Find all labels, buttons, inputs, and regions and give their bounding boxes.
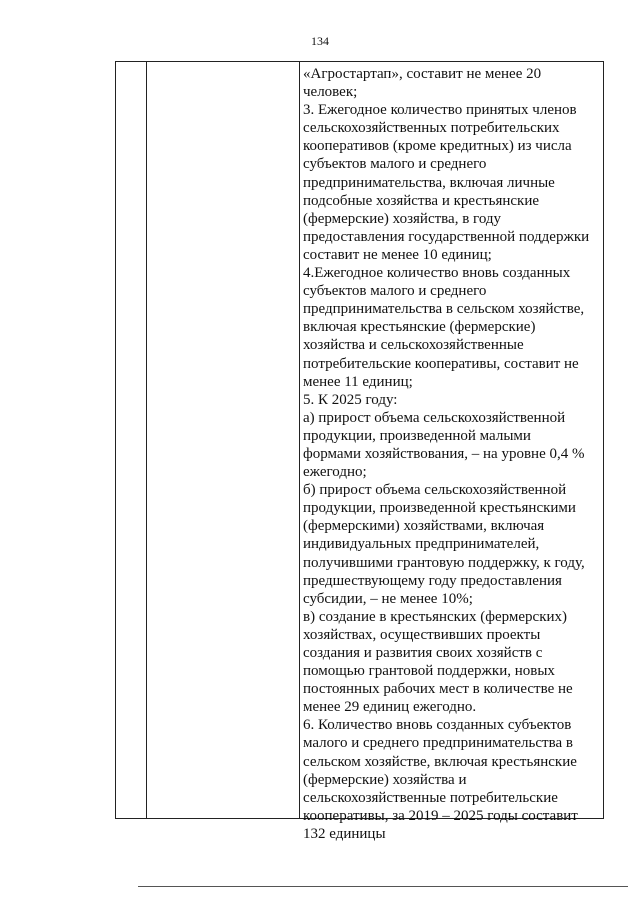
text-line: предпринимательства, включая личные [303, 174, 555, 191]
text-line: постоянных рабочих мест в количестве не [303, 681, 573, 698]
text-line: предоставления государственной поддержки [303, 228, 590, 245]
text-line: сельскохозяйственные потребительские [303, 789, 558, 806]
text-line: формами хозяйствования, – на уровне 0,4 % [303, 445, 585, 462]
text-line: потребительские кооперативы, составит не [303, 355, 579, 372]
text-line: продукции, произведенной крестьянскими [303, 500, 576, 517]
text-line: 4.Ежегодное количество вновь созданных [303, 265, 571, 282]
text-line: кооперативы, за 2019 – 2025 годы составит [303, 807, 578, 824]
column-divider [299, 62, 300, 818]
text-line: менее 11 единиц; [303, 373, 413, 390]
column-divider [146, 62, 147, 818]
text-line: индивидуальных предпринимателей, [303, 536, 540, 553]
text-line: сельскохозяйственных потребительских [303, 120, 560, 137]
indicator-table [115, 61, 604, 842]
text-line: 132 единицы [303, 825, 386, 842]
text-line: (фермерские) хозяйства и [303, 771, 467, 788]
text-line: субъектов малого и среднего [303, 156, 487, 173]
text-line: получившими грантовую поддержку, к году, [303, 554, 585, 571]
text-line: а) прирост объема сельскохозяйственной [303, 409, 566, 426]
text-line: предпринимательства в сельском хозяйстве, [303, 301, 585, 318]
text-line: хозяйства и сельскохозяйственные [303, 337, 524, 354]
text-line: создания и развития своих хозяйств с [303, 645, 543, 661]
text-line: человек; [303, 84, 358, 101]
indicators-cell-text [303, 65, 601, 843]
text-line: подсобные хозяйства и крестьянские [303, 192, 540, 209]
text-line: «Агростартап», составит не менее 20 [303, 66, 542, 82]
text-line: ежегодно; [303, 464, 367, 481]
page-number: 134 [311, 34, 329, 48]
page-bottom-rule [138, 886, 628, 887]
text-line: включая крестьянские (фермерские) [303, 319, 536, 336]
text-line: продукции, произведенной малыми [303, 427, 531, 444]
text-line: 3. Ежегодное количество принятых членов [303, 102, 577, 119]
text-line: в) создание в крестьянских (фермерских) [303, 608, 568, 625]
text-line: б) прирост объема сельскохозяйственной [303, 482, 567, 499]
text-line: хозяйствах, осуществивших проекты [303, 626, 541, 643]
text-line: предшествующему году предоставления [303, 572, 562, 589]
text-line: (фермерскими) хозяйствами, включая [303, 518, 545, 535]
text-line: субсидии, – не менее 10%; [303, 590, 473, 607]
text-line: менее 29 единиц ежегодно. [303, 699, 477, 716]
text-line: сельском хозяйстве, включая крестьянские [303, 753, 577, 770]
text-line: 6. Количество вновь созданных субъектов [303, 717, 572, 734]
text-line: кооперативов (кроме кредитных) из числа [303, 138, 572, 155]
text-line: субъектов малого и среднего [303, 283, 487, 300]
text-line: (фермерские) хозяйства, в году [303, 210, 502, 227]
text-line: малого и среднего предпринимательства в [303, 735, 573, 752]
text-line: 5. К 2025 году: [303, 391, 398, 408]
text-line: помощью грантовой поддержки, новых [303, 663, 555, 680]
text-line: составит не менее 10 единиц; [303, 246, 492, 263]
